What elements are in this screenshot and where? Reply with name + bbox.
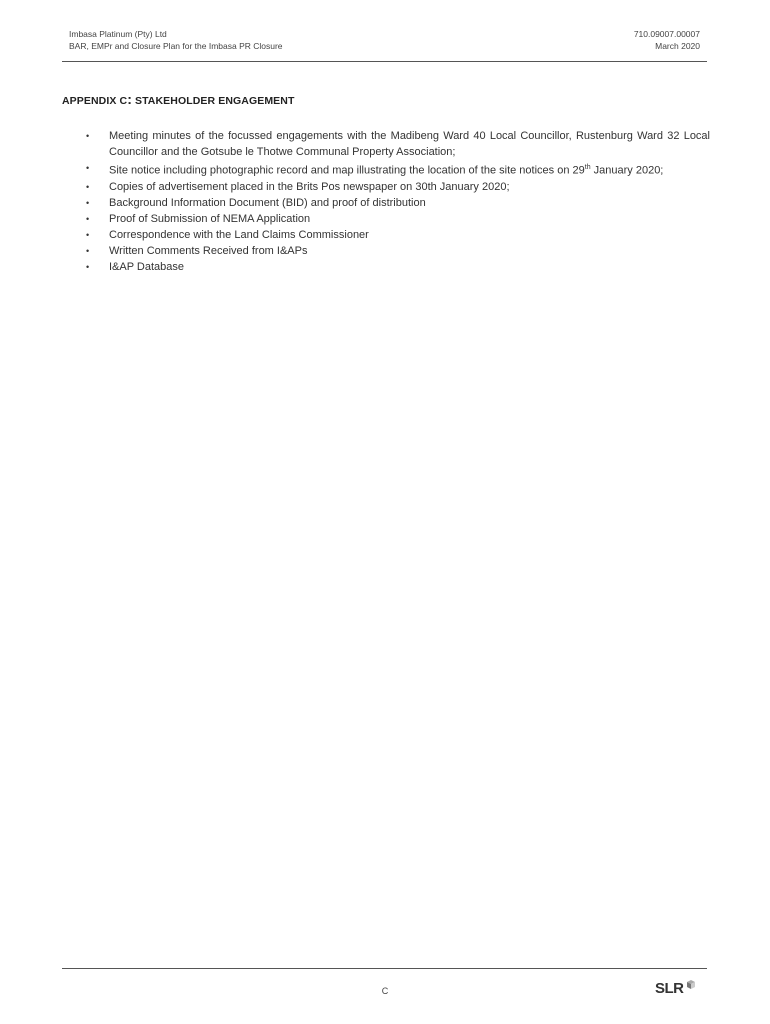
list-item [62,211,710,227]
list-item-text: Meeting minutes of the focussed engagements with the Madibeng Ward 40 Local Councillor, Rustenburg Ward 32 Local Councillor and the Gotsube le Thotwe Communal Property Association; [109,130,710,158]
heading-title: STAKEHOLDER ENGAGEMENT [131,95,295,107]
bullet-icon: • [86,131,90,141]
list-item [62,128,710,160]
list-item-text: I&AP Database [109,260,185,273]
list-item-text: Site notice including photographic record and map illustrating the location of the site notices on 29 [109,164,585,177]
bullet-icon: • [86,181,90,192]
list-item-text: Copies of advertisement placed in the Brits Pos newspaper on 30th January 2020; [109,180,510,193]
heading-prefix: APPENDIX C [62,95,128,107]
list-item [62,227,710,243]
bullet-icon: • [86,261,90,272]
bullet-icon: • [86,197,90,208]
bullet-icon: • [86,163,90,173]
heading-colon: : [127,91,132,107]
bullet-icon: • [86,229,90,240]
list-item [62,195,710,211]
list-item-superscript: th [584,164,591,171]
header-left [69,28,283,52]
bullet-icon: • [86,245,90,256]
list-item [62,243,710,259]
page-number: C [381,986,389,996]
list-item-text: Proof of Submission of NEMA Application [109,212,311,225]
list-item [62,179,710,195]
list-item-text: Written Comments Received from I&APs [109,244,308,257]
logo-text: SLR [655,980,684,997]
header-reference: 710.09007.00007 [633,29,700,39]
appendix-heading [62,91,294,107]
header-report-title: BAR, EMPr and Closure Plan for the Imbasa PR Closure [69,41,283,51]
engagement-list [62,128,710,275]
slr-logo [655,980,697,997]
header-right [634,28,700,52]
list-item [62,160,710,179]
list-item-text: Background Information Document (BID) and proof of distribution [109,196,426,209]
footer-divider [62,968,707,969]
list-item [62,259,710,275]
slr-cube-icon [685,978,697,996]
header-date: March 2020 [655,41,700,51]
list-item-text-tail: January 2020; [590,164,664,177]
header-divider [62,61,707,62]
header-company: Imbasa Platinum (Pty) Ltd [69,29,167,39]
list-item-text: Correspondence with the Land Claims Commissioner [109,228,369,241]
bullet-icon: • [86,213,90,224]
